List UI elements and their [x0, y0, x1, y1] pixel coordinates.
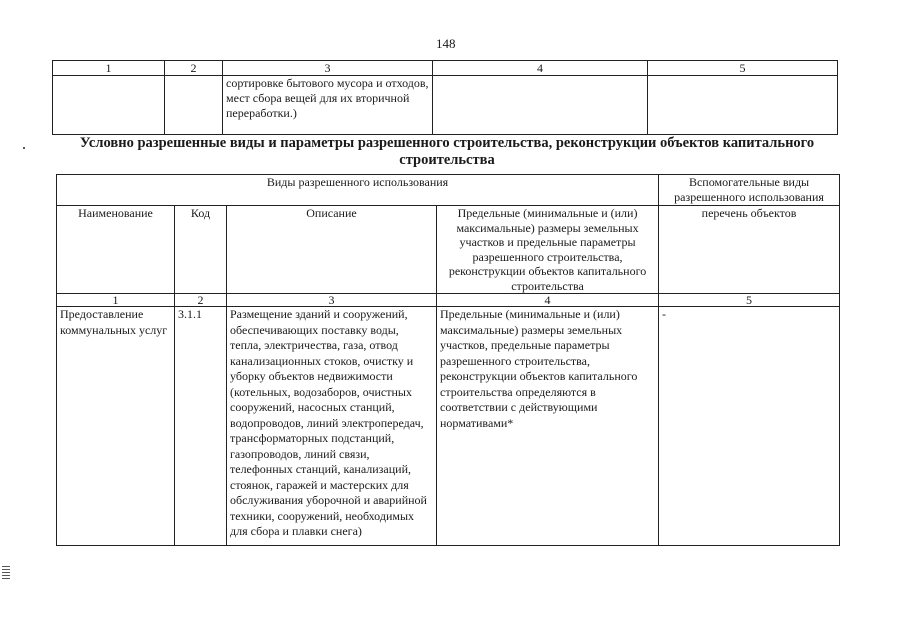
header-parameters: Предельные (минимальные и (или) максимальные) размеры земельных участков и предельные параметры разрешенного строительства, реконструкции объектов капитального строительства: [437, 206, 659, 294]
column-number-row: [53, 61, 838, 76]
cell-parameters: Предельные (минимальные и (или) максимальные) размеры земельных участков, предельные параметры разрешенного строительства, реконструкции объектов капитального строительства определяются в соответствии с действующими нормативами*: [437, 307, 659, 546]
header-aux-list: перечень объектов: [659, 206, 840, 294]
cell-description: сортировке бытового мусора и отходов, мест сбора вещей для их вторичной переработки.): [223, 76, 433, 135]
group-header-row: [57, 175, 840, 206]
column-number: 2: [165, 61, 223, 76]
cell-parameters: [433, 76, 648, 135]
page-number: 148: [436, 36, 456, 51]
cell-name: Предоставление коммунальных услуг: [57, 307, 175, 546]
group-header: Виды разрешенного использования: [57, 175, 659, 206]
aux-header: Вспомогательные виды разрешенного использования: [659, 175, 840, 206]
column-number: 3: [223, 61, 433, 76]
column-number: 2: [175, 294, 227, 307]
scan-edge-mark: [2, 566, 10, 580]
column-number: 1: [57, 294, 175, 307]
column-header-row: [57, 206, 840, 294]
cell-code: 3.1.1: [175, 307, 227, 546]
header-code: Код: [175, 206, 227, 294]
column-number: 3: [227, 294, 437, 307]
table-row: [53, 76, 838, 135]
cell-auxiliary: -: [659, 307, 840, 546]
column-number: 4: [437, 294, 659, 307]
column-number-row: [57, 294, 840, 307]
cell-description: Размещение зданий и сооружений, обеспечивающих поставку воды, тепла, электричества, газа, отвод канализационных стоков, очистку и уборку объектов недвижимости (котельных, водозаборов, очистных сооружений, насосных станций, водопроводов, линий электропередач, трансформаторных подстанций, газопроводов, линий связи, телефонных станций, канализаций, стоянок, гаражей и мастерских для обслуживания уборочной и аварийной техники, сооружений, необходимых для сбора и плавки снега): [227, 307, 437, 546]
column-number: 5: [659, 294, 840, 307]
column-number: 1: [53, 61, 165, 76]
cell-name: [53, 76, 165, 135]
section-title: Условно разрешенные виды и параметры разрешенного строительства, реконструкции объектов капитального строительства: [79, 135, 815, 168]
scan-speck: [23, 147, 25, 149]
header-description: Описание: [227, 206, 437, 294]
cell-code: [165, 76, 223, 135]
column-number: 5: [648, 61, 838, 76]
permitted-use-table: [56, 174, 840, 546]
header-name: Наименование: [57, 206, 175, 294]
continuation-table: [52, 60, 838, 135]
column-number: 4: [433, 61, 648, 76]
table-row: [57, 307, 840, 546]
cell-auxiliary: [648, 76, 838, 135]
